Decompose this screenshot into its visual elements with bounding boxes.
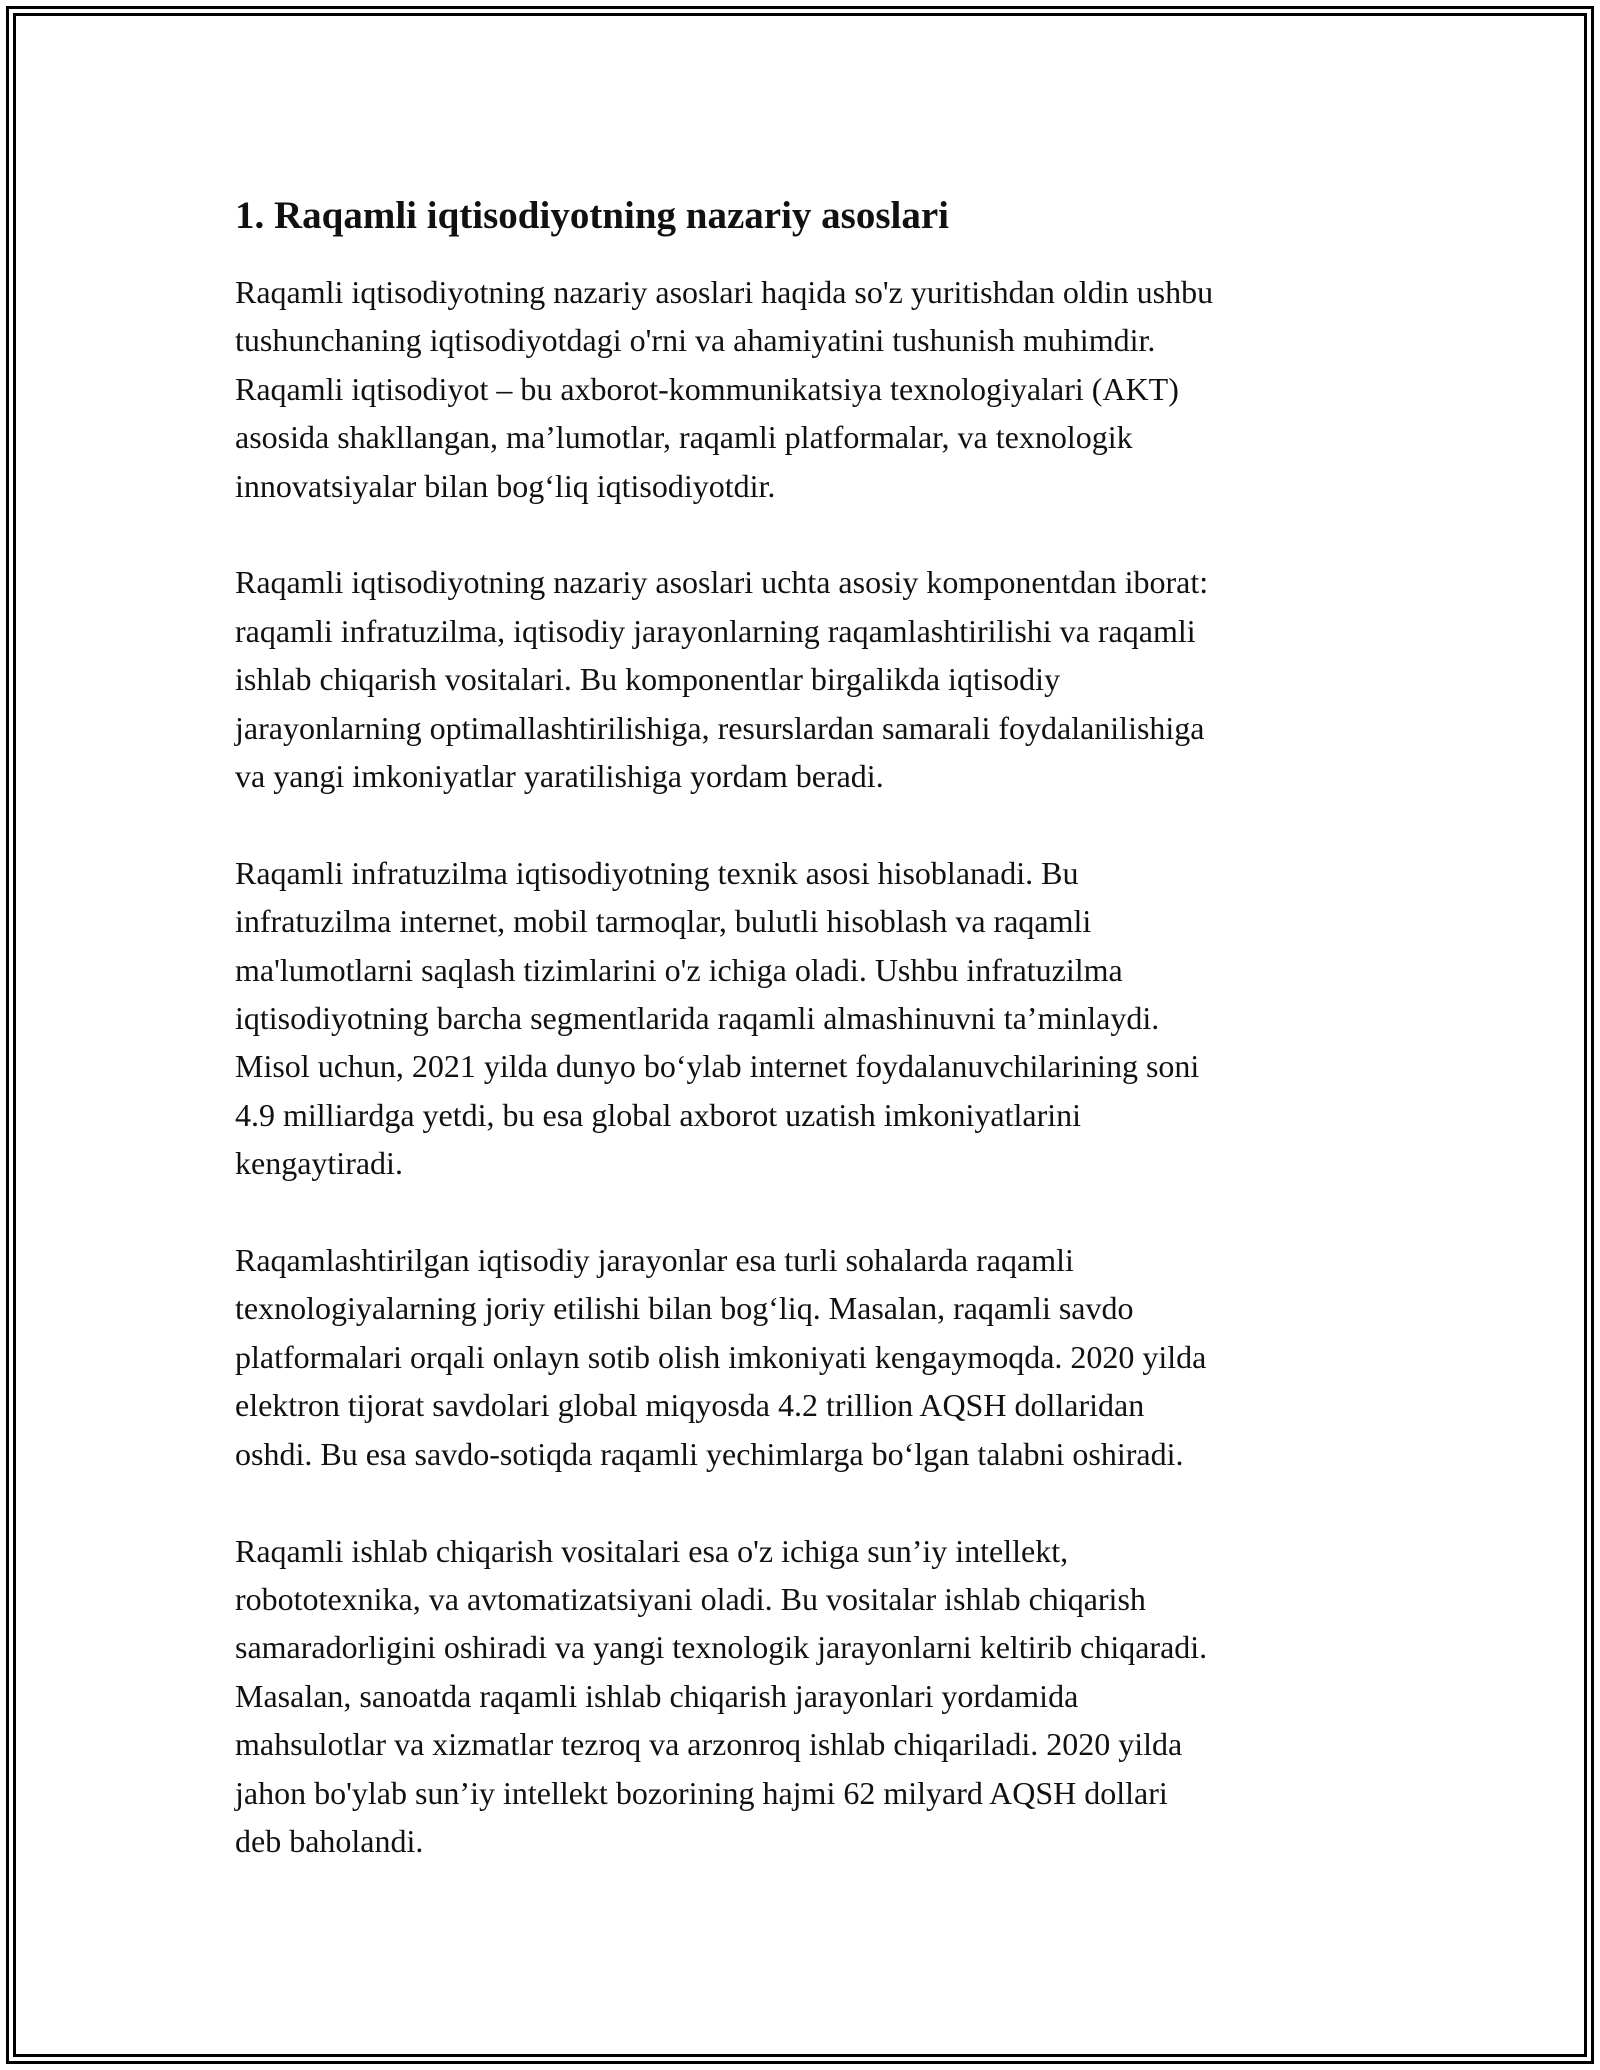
paragraph	[235, 268, 1370, 510]
text-line: Masalan, sanoatda raqamli ishlab chiqarish jarayonlari yordamida	[235, 1677, 1079, 1714]
document-page	[235, 192, 1370, 1914]
text-line: asosida shakllangan, ma’lumotlar, raqamli platformalar, va texnologik	[235, 419, 1133, 456]
text-line: infratuzilma internet, mobil tarmoqlar, bulutli hisoblash va raqamli	[235, 903, 1092, 940]
text-line: mahsulotlar va xizmatlar tezroq va arzonroq ishlab chiqariladi. 2020 yilda	[235, 1726, 1183, 1763]
text-line: Raqamlashtirilgan iqtisodiy jarayonlar esa turli sohalarda raqamli	[235, 1242, 1074, 1279]
text-line: Misol uchun, 2021 yilda dunyo bo‘ylab internet foydalanuvchilarining soni	[235, 1048, 1200, 1085]
text-line: Raqamli iqtisodiyot – bu axborot-kommunikatsiya texnologiyalari (AKT)	[235, 370, 1179, 407]
text-line: innovatsiyalar bilan bog‘liq iqtisodiyotdir.	[235, 467, 776, 504]
text-line: texnologiyalarning joriy etilishi bilan bog‘liq. Masalan, raqamli savdo	[235, 1290, 1134, 1327]
text-line: Raqamli iqtisodiyotning nazariy asoslari haqida so'z yuritishdan oldin ushbu	[235, 274, 1214, 310]
text-line: robototexnika, va avtomatizatsiyani oladi. Bu vositalar ishlab chiqarish	[235, 1580, 1146, 1617]
text-line: tushunchaning iqtisodiyotdagi o'rni va ahamiyatini tushunish muhimdir.	[235, 322, 1156, 359]
text-line: Raqamli ishlab chiqarish vositalari esa o'z ichiga sun’iy intellekt,	[235, 1532, 1069, 1569]
text-line: ishlab chiqarish vositalari. Bu komponentlar birgalikda iqtisodiy	[235, 661, 1061, 698]
text-line: jahon bo'ylab sun’iy intellekt bozorining hajmi 62 milyard AQSH dollari	[235, 1774, 1168, 1811]
paragraph	[235, 1236, 1370, 1478]
text-line: kengaytiradi.	[235, 1145, 403, 1182]
document-body	[235, 268, 1370, 1865]
text-line: ma'lumotlarni saqlash tizimlarini o'z ichiga oladi. Ushbu infratuzilma	[235, 951, 1123, 988]
text-line: 4.9 milliardga yetdi, bu esa global axborot uzatish imkoniyatlarini	[235, 1096, 1082, 1133]
section-title: 1. Raqamli iqtisodiyotning nazariy asoslari	[235, 194, 949, 237]
text-line: Raqamli infratuzilma iqtisodiyotning texnik asosi hisoblanadi. Bu	[235, 854, 1079, 891]
paragraph	[235, 1527, 1370, 1866]
paragraph	[235, 558, 1370, 800]
paragraph	[235, 849, 1370, 1188]
text-line: Raqamli iqtisodiyotning nazariy asoslari uchta asosiy komponentdan iborat:	[235, 564, 1209, 601]
text-line: jarayonlarning optimallashtirilishiga, resurslardan samarali foydalanilishiga	[235, 709, 1205, 746]
text-line: iqtisodiyotning barcha segmentlarida raqamli almashinuvni ta’minlaydi.	[235, 1000, 1160, 1037]
text-line: platformalari orqali onlayn sotib olish imkoniyati kengaymoqda. 2020 yilda	[235, 1338, 1207, 1375]
text-line: va yangi imkoniyatlar yaratilishiga yordam beradi.	[235, 758, 884, 795]
text-line: oshdi. Bu esa savdo-sotiqda raqamli yechimlarga bo‘lgan talabni oshiradi.	[235, 1435, 1184, 1472]
text-line: elektron tijorat savdolari global miqyosda 4.2 trillion AQSH dollaridan	[235, 1387, 1145, 1424]
text-line: deb baholandi.	[235, 1822, 424, 1859]
text-line: samaradorligini oshiradi va yangi texnologik jarayonlarni keltirib chiqaradi.	[235, 1629, 1208, 1666]
text-line: raqamli infratuzilma, iqtisodiy jarayonlarning raqamlashtirilishi va raqamli	[235, 612, 1196, 649]
